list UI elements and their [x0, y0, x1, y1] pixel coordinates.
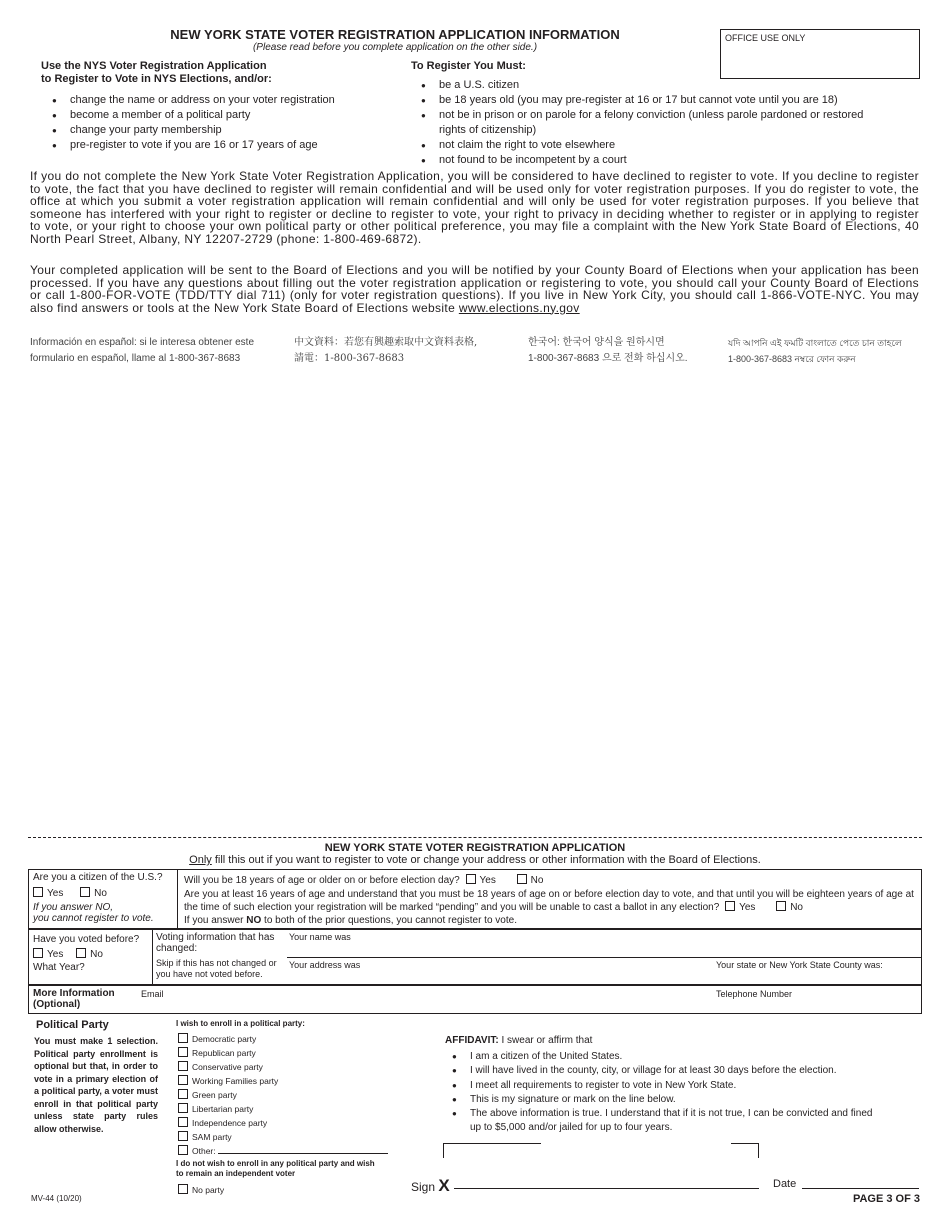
what-year-label: What Year? [33, 962, 85, 973]
no-label: No [530, 875, 544, 886]
list-item: ● not be in prison or on parole for a felony conviction (unless parole pardoned or restored rights of citizenship) [421, 108, 869, 138]
party-option[interactable] [178, 1074, 408, 1088]
citizen-note-line1: If you answer NO, [33, 902, 114, 913]
spanish-info [30, 335, 254, 367]
party-note: You must make 1 selection. Political party enrollment is optional but that, in order to vote in a primary election of a political party, a voter must enroll in that political party unless state party rules allow otherwise. [34, 1036, 158, 1134]
political-party-heading: Political Party [36, 1019, 109, 1031]
party-label: Democratic party [192, 1034, 257, 1044]
party-label: Conservative party [192, 1062, 263, 1072]
party-option[interactable] [178, 1060, 408, 1074]
list-item: ● pre-register to vote if you are 16 or 17 years of age [52, 138, 392, 153]
use-heading-line1: Use the NYS Voter Registration Application [41, 60, 267, 72]
affidavit-list [452, 1050, 882, 1136]
voted-no-checkbox[interactable] [76, 948, 86, 958]
party-label: Independence party [192, 1118, 268, 1128]
party-checkbox[interactable] [178, 1145, 188, 1155]
bengali-info [728, 335, 902, 367]
list-item: ● change your party membership [52, 123, 392, 138]
party-label: SAM party [192, 1132, 232, 1142]
voted-before-question: Have you voted before? [33, 934, 140, 945]
answer-no-note [184, 915, 517, 926]
korean-info [528, 335, 688, 367]
signature-box-left-corner [443, 1143, 541, 1158]
yes-label: Yes [47, 949, 64, 960]
no-enroll-note [176, 1159, 375, 1179]
cut-line [28, 837, 922, 838]
more-info-label [33, 988, 115, 1010]
list-item: ● become a member of a political party [52, 108, 392, 123]
name-was-label: Your name was [289, 932, 351, 942]
voting-info-changed-label: Voting information that has changed: [156, 932, 275, 954]
korean-line1: 한국어: 한국어 양식을 원하시면 [528, 337, 665, 348]
answer-no-pre: If you answer [184, 915, 247, 926]
sign-label: Sign [411, 1180, 436, 1194]
party-label: Green party [192, 1090, 237, 1100]
no-enroll-line2: to remain an independent voter [176, 1169, 296, 1178]
telephone-label: Telephone Number [716, 989, 793, 999]
more-info-section [28, 985, 922, 1014]
instruction-rest: fill this out if you want to register to vote or change your address or other information with the Board of Elections. [211, 854, 761, 866]
no-party-option[interactable] [178, 1183, 224, 1197]
page-subtitle: (Please read before you complete application on the other side.) [252, 42, 538, 53]
instruction-only: Only [189, 854, 212, 866]
chinese-info [294, 335, 477, 367]
party-label: Libertarian party [192, 1104, 254, 1114]
party-checkbox[interactable] [178, 1103, 188, 1113]
use-heading [41, 60, 371, 86]
answer-no-post: to both of the prior questions, you cannot register to vote. [261, 915, 517, 926]
voted-before-options [33, 948, 103, 960]
list-item: ● be a U.S. citizen [421, 78, 896, 93]
application-title: NEW YORK STATE VOTER REGISTRATION APPLICATION [324, 842, 626, 854]
list-item: ● change the name or address on your voter registration [52, 93, 392, 108]
no-enroll-line1: I do not wish to enroll in any political party and wish [176, 1159, 375, 1168]
korean-line2: 1-800-367-8683 으로 전화 하십시오. [528, 353, 688, 364]
affidavit-heading [445, 1035, 592, 1046]
list-item: ● I meet all requirements to register to vote in New York State. [452, 1079, 882, 1093]
no-label: No [94, 888, 107, 899]
list-item: ● I will have lived in the county, city, or village for at least 30 days before the election. [452, 1064, 882, 1078]
office-use-box: OFFICE USE ONLY [720, 29, 920, 79]
list-item: ● not claim the right to vote elsewhere [421, 138, 896, 153]
list-item: ● I am a citizen of the United States. [452, 1050, 882, 1064]
date-field[interactable] [802, 1188, 919, 1189]
voted-yes-checkbox[interactable] [33, 948, 43, 958]
party-list [178, 1032, 408, 1158]
use-list [52, 93, 392, 153]
no-label: No [790, 902, 803, 913]
chinese-line2: 請電：1-800-367-8683 [294, 353, 405, 364]
website-link[interactable]: www.elections.ny.gov [458, 300, 580, 315]
signature-box-right-corner [731, 1143, 759, 1158]
optional-text: (Optional) [33, 999, 81, 1010]
list-item: ● This is my signature or mark on the line below. [452, 1093, 882, 1107]
yes-label: Yes [47, 888, 64, 899]
party-option[interactable] [178, 1088, 408, 1102]
more-info-text: More Information [33, 988, 115, 999]
address-was-label: Your address was [289, 960, 361, 970]
sign-x-mark: X [438, 1176, 450, 1195]
bengali-line1: যদি আপনি এই ফমটি বাংলাতে পেতে চান তাহলে [728, 338, 902, 348]
processing-paragraph [30, 264, 919, 314]
signature-field[interactable] [454, 1188, 759, 1189]
age16-yes-checkbox[interactable] [725, 901, 735, 911]
party-label: Working Families party [192, 1076, 279, 1086]
party-option[interactable] [178, 1116, 408, 1130]
age-yes-checkbox[interactable] [466, 874, 476, 884]
form-code: MV-44 (10/20) [31, 1194, 82, 1203]
age-no-checkbox[interactable] [517, 874, 527, 884]
party-option[interactable] [178, 1144, 408, 1158]
party-option[interactable] [178, 1102, 408, 1116]
citizen-no-checkbox[interactable] [80, 887, 90, 897]
party-checkbox[interactable] [178, 1075, 188, 1085]
no-label: No [90, 949, 103, 960]
date-label: Date [773, 1178, 797, 1190]
enroll-heading: I wish to enroll in a political party: [176, 1019, 305, 1028]
citizen-options [33, 887, 107, 899]
party-label: Republican party [192, 1048, 256, 1058]
list-item: ● The above information is true. I understand that if it is not true, I can be convicted and fined up to $5,000 and/or jailed for up to four years. [452, 1107, 882, 1136]
age-question-text: Will you be 18 years of age or older on or before election day? [184, 875, 460, 886]
confidentiality-paragraph: If you do not complete the New York State Voter Registration Application, you will be considered to have declined to register to vote. If you decline to register to vote, the fact that you have declined to register will remain confidential and will be used only for voter registration purposes. If you do register to vote, the office at which you submit a voter registration application will remain confidential and will only be used for voter registration purposes. If you believe that someone has interfered with your right to register or decline to register to vote, your right to privacy in deciding whether to register or in applying to register to vote, or your right to choose your own political party or other political preference, you may file a complaint with the New York State Board of Elections, 40 North Pearl Street, Albany, NY 12207-2729 (phone: 1-800-469-6872). [30, 169, 919, 246]
party-option[interactable] [178, 1032, 408, 1046]
application-instruction [0, 854, 950, 866]
spanish-line2: formulario en español, llame al 1-800-367-8683 [30, 353, 241, 364]
affidavit-rest: I swear or affirm that [498, 1035, 593, 1046]
age16-question [184, 888, 919, 914]
email-label: Email [141, 989, 164, 999]
affidavit-bold: AFFIDAVIT: [445, 1035, 499, 1046]
must-heading: To Register You Must: [411, 60, 526, 72]
no-party-label: No party [192, 1185, 225, 1195]
citizen-note [33, 902, 154, 924]
divider [177, 870, 178, 928]
party-checkbox[interactable] [178, 1131, 188, 1141]
sign-line [411, 1176, 450, 1196]
party-checkbox[interactable] [178, 1047, 188, 1057]
citizen-note-line2: you cannot register to vote. [33, 913, 154, 924]
bengali-line2: 1-800-367-8683 নম্বরে ফোন করুন [728, 354, 856, 364]
use-heading-line2: to Register to Vote in NYS Elections, and/or: [41, 73, 272, 85]
age-question [184, 874, 543, 886]
chinese-line1: 中文資料：若您有興趣索取中文資料表格, [294, 337, 478, 348]
divider [152, 930, 153, 984]
name-was-field[interactable] [287, 957, 921, 958]
no-party-checkbox[interactable] [178, 1184, 188, 1194]
citizen-question: Are you a citizen of the U.S.? [33, 872, 163, 883]
yes-label: Yes [739, 902, 756, 913]
party-option[interactable] [178, 1130, 408, 1144]
age16-no-checkbox[interactable] [776, 901, 786, 911]
party-checkbox[interactable] [178, 1117, 188, 1127]
page-number: PAGE 3 OF 3 [852, 1193, 920, 1205]
answer-no-bold: NO [246, 915, 262, 926]
citizen-yes-checkbox[interactable] [33, 887, 43, 897]
spanish-line1: Información en español: si le interesa obtener este [30, 337, 255, 348]
must-list [421, 78, 896, 168]
skip-note: Skip if this has not changed or you have not voted before. [156, 958, 277, 979]
list-item: ● be 18 years old (you may pre-register at 16 or 17 but cannot vote until you are 18) [421, 93, 896, 108]
state-county-label: Your state or New York State County was: [716, 960, 883, 970]
party-checkbox[interactable] [178, 1033, 188, 1043]
processing-text: Your completed application will be sent to the Board of Elections and you will be notified by your County Board of Elections when your application has been processed. If you have any questions about filling out the voter registration application or registering to vote, you should call your County Board of Elections or call 1-800-FOR-VOTE (TDD/TTY dial 711) (only for voter registration questions). If you live in New York City, you should call 1-866-VOTE-NYC. You may also find answers or tools at the New York State Board of Elections website [30, 263, 919, 315]
other-party-field[interactable] [218, 1153, 388, 1154]
party-checkbox[interactable] [178, 1089, 188, 1099]
party-label: Other: [192, 1146, 216, 1156]
list-item: ● not found to be incompetent by a court [421, 153, 896, 168]
eligibility-section [28, 869, 922, 929]
voting-history-section [28, 929, 922, 985]
party-option[interactable] [178, 1046, 408, 1060]
page-title: NEW YORK STATE VOTER REGISTRATION APPLICATION INFORMATION [170, 27, 620, 42]
party-checkbox[interactable] [178, 1061, 188, 1071]
age16-question-text: Are you at least 16 years of age and understand that you must be 18 years of age on or before election day to vote, and that until you will be eighteen years of age at the time of such election your registration will be marked “pending” and you will be unable to cast a ballot in any election? [184, 889, 914, 913]
yes-label: Yes [479, 875, 496, 886]
